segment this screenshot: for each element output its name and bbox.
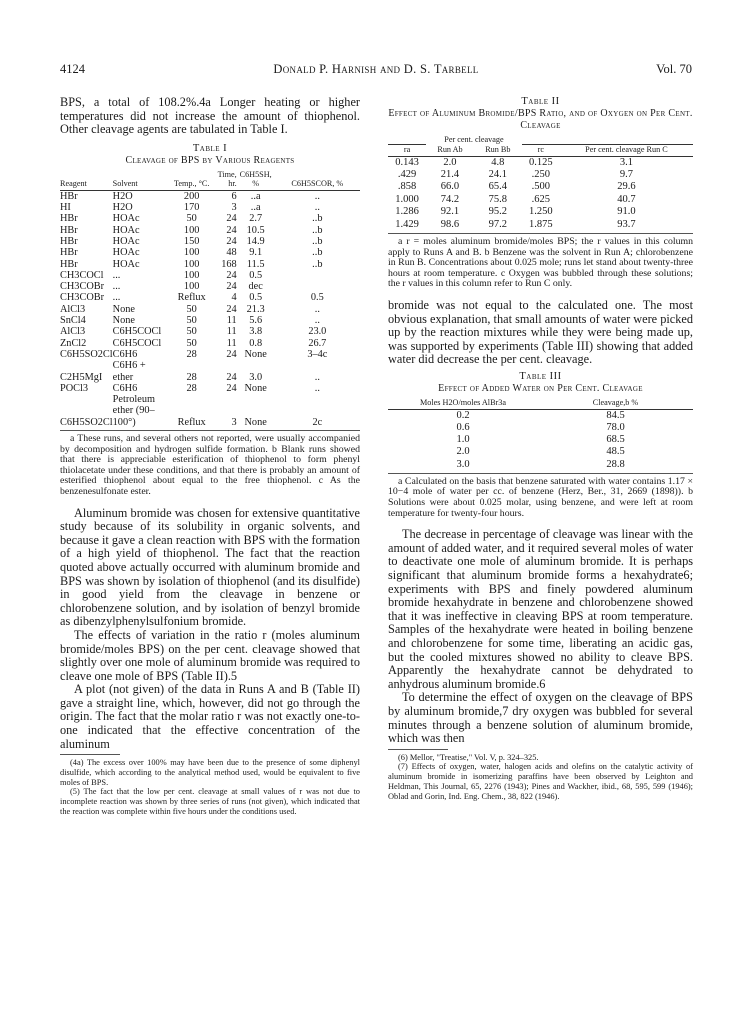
table-row — [388, 169, 693, 181]
table-cell: 11 — [226, 337, 237, 349]
table-cell: 84.5 — [606, 409, 625, 421]
table-number: Table III — [519, 370, 562, 382]
column-header: Reagent — [60, 170, 113, 191]
right-column — [388, 96, 693, 801]
table-cell: 11.5 — [246, 258, 265, 270]
table-2 — [388, 96, 693, 290]
footnote-rule — [60, 754, 120, 755]
table-cell: 1.286 — [395, 206, 419, 218]
table-cell: 0.143 — [395, 156, 419, 168]
table-cell: 50 — [186, 213, 197, 225]
table-cell: dec — [248, 281, 263, 293]
table-cell: 0.5 — [249, 269, 263, 281]
page-number: 4124 — [60, 62, 85, 76]
table-cell: C6H5SO2Cl — [60, 348, 113, 360]
column-header: Run Ab — [426, 144, 474, 156]
table-cell: 3.1 — [619, 156, 633, 168]
table-cell: None — [244, 416, 267, 428]
table-footnote: a r = moles aluminum bromide/moles BPS; the r values in this column apply to Runs A and B. b Benzene was the solvent in Run A; chlorobenzene in Run B. Concentrations about 0.025 mole; runs let stand about twenty-three hours at room temperature. c Oxygen was bubbled through these solutions; the r values in this column refer to Run C only. — [388, 235, 693, 290]
table-cell: 93.7 — [617, 218, 636, 230]
table-cell: .. — [314, 382, 320, 394]
table-cell: .. — [314, 190, 320, 202]
column-header: rc — [522, 144, 560, 156]
column-header: Time, hr. — [215, 170, 237, 191]
table-cell: C2H5MgI — [60, 371, 103, 383]
table-cell: ZnCl2 — [60, 337, 87, 349]
table-cell: 1.875 — [529, 218, 553, 230]
table-cell: 66.0 — [440, 181, 460, 193]
column-header: Moles H2O/moles AlBr3a — [388, 398, 538, 410]
table-cell: ..b — [312, 247, 323, 259]
table-row — [388, 459, 693, 471]
table-cell: 98.6 — [440, 218, 460, 230]
table-row — [60, 202, 360, 213]
table-cell: .. — [314, 371, 320, 383]
table-cell: 95.2 — [488, 206, 508, 218]
table-cell — [275, 281, 360, 292]
table-row — [60, 292, 360, 303]
table-cell: 24 — [226, 235, 237, 247]
table-cell: 4.8 — [491, 156, 505, 168]
column-header: Solvent — [113, 170, 169, 191]
table-cell: 50 — [186, 303, 197, 315]
table-cell: ..a — [250, 202, 261, 214]
left-column — [60, 96, 360, 816]
data-table — [388, 135, 693, 231]
table-footnote: a Calculated on the basis that benzene saturated with water contains 1.17 × 10−4 mole of water per cc. of benzene (Herz, Ber., 31, 2669 (1898)). b Solutions were about 0.025 molar, using benzene, and were left at room temperature for twenty-four hours. — [388, 475, 693, 519]
table-cell: 21.3 — [246, 303, 265, 315]
table-cell: 1.250 — [529, 206, 553, 218]
table-cell: 100 — [183, 258, 200, 270]
table-cell: AlCl3 — [60, 303, 86, 315]
table-cell: HBr — [60, 190, 78, 202]
table-cell: 1.000 — [395, 193, 419, 205]
table-cell: HBr — [60, 247, 78, 259]
table-row — [60, 270, 360, 281]
table-cell: .500 — [531, 181, 550, 193]
table-footnote: a These runs, and several others not reported, were usually accompanied by decomposition and hydrogen sulfide formation. b Blank runs showed that there is appreciable esterification of thiophenol to form phenyl thiolacetate under these conditions, and that there is probably an amount of esterified thiophenol about equal to the free thiophenol. c As the benzenesulfonate ester. — [60, 433, 360, 497]
table-cell: 68.5 — [606, 434, 625, 446]
table-cell: 2.0 — [443, 156, 457, 168]
table-title: Effect of Aluminum Bromide/BPS Ratio, and of Oxygen on Per Cent. Cleavage — [388, 108, 693, 131]
table-row — [60, 225, 360, 236]
table-cell: HOAc — [112, 235, 140, 247]
column-group-header: Per cent. cleavage — [444, 135, 504, 144]
table-cell: 100 — [183, 269, 200, 281]
table-row — [388, 206, 693, 218]
table-row — [60, 190, 360, 202]
table-cell: 0.6 — [456, 422, 470, 434]
table-row — [60, 247, 360, 258]
table-cell: 200 — [183, 190, 200, 202]
table-cell: 28 — [186, 348, 197, 360]
table-cell: Reflux — [177, 292, 206, 304]
table-cell: ... — [112, 269, 121, 281]
table-cell: HBr — [60, 258, 78, 270]
table-row — [388, 181, 693, 193]
table-cell: ..b — [312, 235, 323, 247]
table-cell: C6H6 + ether — [112, 360, 146, 383]
table-cell: C6H6 — [112, 382, 138, 394]
table-cell: .429 — [397, 168, 417, 180]
table-cell: H2O — [112, 202, 133, 214]
table-cell: 24 — [226, 371, 237, 383]
table-cell: 24 — [226, 213, 237, 225]
running-header — [60, 62, 692, 78]
table-cell: C6H5COCl — [112, 337, 162, 349]
table-cell: 50 — [186, 337, 197, 349]
table-cell: .. — [314, 202, 320, 214]
table-cell: 0.5 — [249, 292, 263, 304]
table-cell: 100 — [183, 247, 200, 259]
table-cell: .858 — [397, 181, 417, 193]
table-cell: 3.8 — [249, 326, 263, 338]
table-cell: 6 — [231, 190, 237, 202]
table-cell: 3 — [231, 416, 237, 428]
table-cell — [275, 270, 360, 281]
paragraph: Aluminum bromide was chosen for extensive quantitative study because of its solubility in organic solvents, and because it gave a clean reaction with BPS with the formation of a high yield of thiophenol. The fact that the reaction quoted above actually occurred with aluminum bromide and BPS was shown by isolation of thiophenol (and its disulfide) in good yield from the cleavage in benzene or chlorobenzene solution, and by isolation of benzyl bromide as dibenzylphenylsulfonium bromide. — [60, 505, 360, 629]
table-cell: HBr — [60, 235, 78, 247]
table-cell: None — [112, 315, 135, 327]
table-cell: AlCl3 — [60, 326, 86, 338]
table-cell: 3.0 — [456, 458, 470, 470]
table-3 — [388, 371, 693, 519]
table-cell: 75.8 — [488, 193, 508, 205]
paragraph: The decrease in percentage of cleavage was linear with the amount of added water, and it required several moles of water to deactivate one mole of aluminum bromide. It is perhaps significant that aluminum bromide forms a hexahydrate6; experiments with BPS and finely powdered aluminum bromide hexahydrate in benzene and chlorobenzene showed that it was ineffective in cleaving BPS at room temperature. Samples of the hexahydrate were heated in boiling benzene and chlorobenzene for some time, liberating an acidic gas, but the cooled mixtures showed no ability to cleave BPS. Apparently the hexahydrate cannot be dehydrated to anhydrous aluminum bromide.6 — [388, 527, 693, 691]
volume-label: Vol. 70 — [656, 62, 692, 76]
data-table — [388, 398, 693, 471]
paragraph: A plot (not given) of the data in Runs A and B (Table II) gave a straight line, which, however, did not go through the origin. The fact that the molar ratio r was not exactly one-to-one indicated that the effective concentration of the aluminum — [60, 682, 360, 751]
table-cell: CH3COBr — [60, 292, 105, 304]
table-cell: ..b — [312, 258, 323, 270]
table-cell: HBr — [60, 224, 78, 236]
table-cell: 11 — [226, 326, 237, 338]
column-header: Per cent. cleavage Run C — [560, 144, 693, 156]
table-cell: .. — [314, 315, 320, 327]
table-row — [60, 304, 360, 315]
table-cell: H2O — [112, 190, 133, 202]
table-cell: 3.0 — [249, 371, 263, 383]
table-1 — [60, 143, 360, 498]
column-header: ra — [388, 144, 426, 156]
table-cell: ... — [112, 292, 121, 304]
table-cell: 14.9 — [246, 235, 265, 247]
table-cell: 28 — [186, 371, 197, 383]
table-cell: ..b — [312, 213, 323, 225]
table-cell: 91.0 — [617, 206, 636, 218]
table-cell: C6H5SO2Cl — [60, 416, 113, 428]
footnote: (4a) The excess over 100% may have been due to the presence of some diphenyl disulfide, which according to the analytical method used, would be equivalent to five moles of BPS. — [60, 758, 360, 787]
table-cell: 10.5 — [246, 224, 265, 236]
table-row — [388, 194, 693, 206]
table-cell: CH3COCl — [60, 269, 104, 281]
table-cell: HOAc — [112, 247, 140, 259]
table-cell: 1.429 — [395, 218, 419, 230]
table-row — [60, 236, 360, 247]
footnote: (7) Effects of oxygen, water, halogen acids and olefins on the catalytic activity of aluminum bromide in isomerizing paraffins have been observed by Leighton and Heldman, This Journal, 65, 2276 (1943); Pines and Wackher, ibid., 68, 595, 599 (1946); Oblad and Gorin, Ind. Eng. Chem., 38, 822 (1946). — [388, 762, 693, 801]
column-header: C6H5SH, % — [237, 170, 275, 191]
paragraph: bromide was not equal to the calculated one. The most obvious explanation, that small amounts of water were picked up by the reaction mixtures while they were being made up, was supported by experiments (Table III) showing that added water did decrease the per cent. cleavage. — [388, 297, 693, 367]
table-cell: 40.7 — [617, 193, 636, 205]
table-row — [60, 338, 360, 349]
table-cell: C6H6 — [112, 348, 138, 360]
table-cell: 92.1 — [440, 206, 460, 218]
table-cell: .. — [314, 303, 320, 315]
table-cell: 150 — [183, 235, 200, 247]
column-header: Cleavage,b % — [538, 398, 693, 410]
table-cell: 24 — [226, 348, 237, 360]
table-cell: 4 — [231, 292, 237, 304]
column-header: Run Bb — [474, 144, 522, 156]
table-cell: 9.7 — [619, 168, 633, 180]
table-cell: 2.0 — [456, 446, 470, 458]
table-cell: 26.7 — [308, 337, 327, 349]
table-cell: ..b — [312, 224, 323, 236]
table-number: Table I — [192, 142, 228, 154]
table-rule — [388, 233, 693, 234]
table-row — [388, 422, 693, 434]
table-cell: 50 — [186, 315, 197, 327]
footnote-rule — [388, 749, 448, 750]
table-cell: 28 — [186, 382, 197, 394]
table-row — [60, 360, 360, 383]
table-cell: 3 — [231, 202, 237, 214]
table-cell: 11 — [226, 315, 237, 327]
table-cell: None — [112, 303, 135, 315]
table-cell: ... — [112, 281, 121, 293]
table-row — [388, 446, 693, 458]
table-cell: 48 — [226, 247, 237, 259]
column-header: C6H5SCOR, % — [275, 170, 360, 191]
table-row — [60, 349, 360, 360]
table-cell: 0.5 — [310, 292, 324, 304]
table-cell: 24.1 — [488, 168, 508, 180]
table-row — [60, 394, 360, 428]
table-cell: 74.2 — [440, 193, 460, 205]
table-cell: SnCl4 — [60, 315, 86, 327]
table-cell: 100 — [183, 281, 200, 293]
table-cell: 0.125 — [529, 156, 553, 168]
table-row — [60, 326, 360, 337]
table-title: Cleavage of BPS by Various Reagents — [125, 154, 295, 166]
table-cell: HOAc — [112, 224, 140, 236]
table-cell: 9.1 — [249, 247, 263, 259]
table-cell: 48.5 — [606, 446, 625, 458]
table-cell: 2.7 — [249, 213, 263, 225]
table-cell: 2c — [312, 416, 323, 428]
column-header: Temp., °C. — [169, 170, 215, 191]
table-cell: HI — [60, 202, 71, 214]
footnote: (6) Mellor, "Treatise," Vol. V, p. 324–325. — [398, 752, 539, 762]
table-cell: 78.0 — [606, 422, 625, 434]
running-title: Donald P. Harnish and D. S. Tarbell — [273, 62, 479, 76]
table-rule — [388, 473, 693, 474]
table-row — [388, 156, 693, 169]
data-table — [60, 170, 360, 428]
table-cell: None — [244, 382, 267, 394]
table-rule — [60, 430, 360, 431]
paragraph: To determine the effect of oxygen on the cleavage of BPS by aluminum bromide,7 dry oxygen was bubbled for several minutes through a benzene solution of aluminum bromide, which was then — [388, 690, 693, 746]
table-row — [60, 259, 360, 270]
table-cell: HBr — [60, 213, 78, 225]
table-cell: 29.6 — [617, 181, 636, 193]
paragraph: The effects of variation in the ratio r (moles aluminum bromide/moles BPS) on the per cent. cleavage showed that slightly over one mole of aluminum bromide was required to cleave one mole of BPS (Table II).5 — [60, 627, 360, 683]
footnote: (5) The fact that the low per cent. cleavage at small values of r was not due to incomplete reaction was shown by three series of runs (not given), which indicated that the reaction was complete within five hours under the conditions used. — [60, 787, 360, 816]
table-cell: 3–4c — [307, 348, 328, 360]
table-cell: 23.0 — [308, 326, 327, 338]
table-row — [388, 434, 693, 446]
table-row — [60, 281, 360, 292]
table-cell: .625 — [531, 193, 550, 205]
table-cell: 168 — [221, 258, 237, 270]
table-title: Effect of Added Water on Per Cent. Cleavage — [438, 382, 643, 394]
table-row — [388, 219, 693, 231]
table-cell: HOAc — [112, 213, 140, 225]
table-cell: 28.8 — [606, 458, 625, 470]
table-cell: 24 — [226, 224, 237, 236]
table-cell: POCl3 — [60, 382, 89, 394]
table-cell: 100 — [183, 224, 200, 236]
table-cell: 170 — [183, 202, 200, 214]
table-row — [60, 383, 360, 394]
table-cell: 97.2 — [488, 218, 508, 230]
table-cell: Petroleum ether (90–100°) — [112, 394, 155, 428]
table-cell: 1.0 — [456, 434, 470, 446]
table-row — [60, 213, 360, 224]
table-number: Table II — [521, 96, 560, 107]
table-cell: ..a — [250, 190, 261, 202]
table-cell: 24 — [226, 382, 237, 394]
table-cell: 0.8 — [249, 337, 263, 349]
table-cell: 65.4 — [488, 181, 508, 193]
table-cell: 24 — [226, 269, 237, 281]
table-cell: 50 — [186, 326, 197, 338]
table-cell: 0.2 — [456, 409, 470, 421]
table-cell: 24 — [226, 281, 237, 293]
table-cell: CH3COBr — [60, 281, 105, 293]
table-cell: 5.6 — [249, 315, 263, 327]
table-cell: 24 — [226, 303, 237, 315]
table-cell: 21.4 — [440, 168, 460, 180]
paragraph: BPS, a total of 108.2%.4a Longer heating or higher temperatures did not increase the amount of thiophenol. Other cleavage agents are tabulated in Table I. — [60, 95, 360, 137]
table-cell: None — [244, 348, 267, 360]
table-cell: .250 — [531, 168, 550, 180]
table-row — [60, 315, 360, 326]
table-row — [388, 409, 693, 422]
table-cell: HOAc — [112, 258, 140, 270]
table-cell: C6H5COCl — [112, 326, 162, 338]
table-cell: Reflux — [177, 416, 206, 428]
